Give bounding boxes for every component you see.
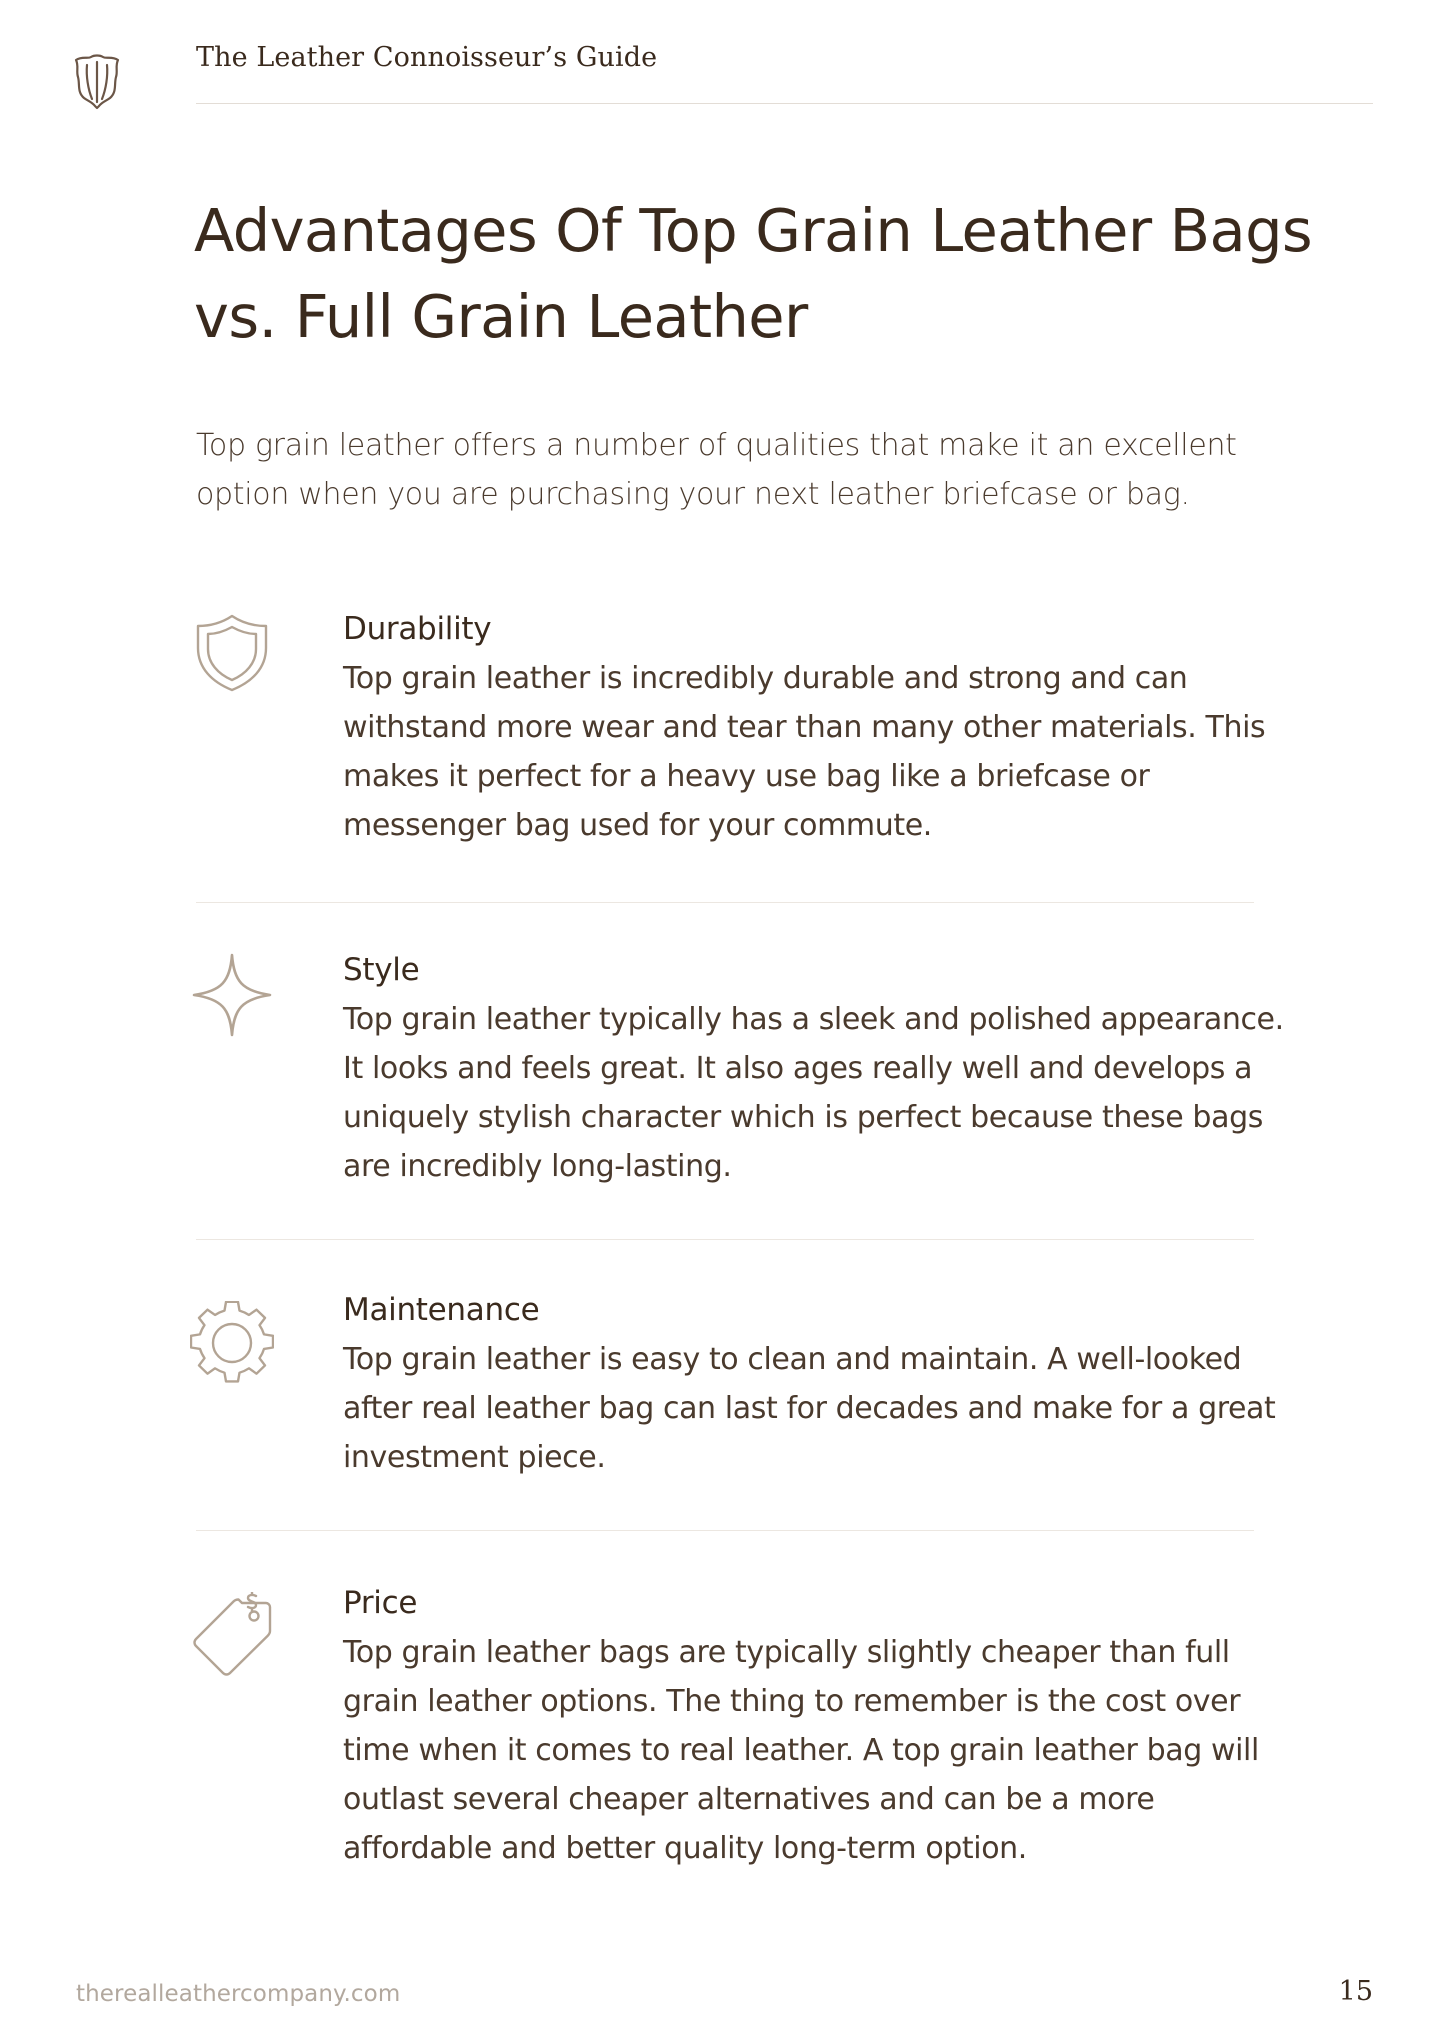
gear-icon <box>190 1301 274 1385</box>
section-divider <box>196 902 1254 903</box>
price-tag-icon <box>190 1592 274 1676</box>
page-title: Advantages Of Top Grain Leather Bags vs. Full Grain Leather <box>194 196 1313 351</box>
section-divider <box>196 1239 1254 1240</box>
guide-title: The Leather Connoisseur’s Guide <box>196 42 658 73</box>
section-body-price: Top grain leather bags are typically slightly cheaper than full grain leather options. The thing to remember is the cost over time when it comes to real leather. A top grain leather bag will outlast several cheaper alternatives and can be a more affordable and better quality long-term option. <box>343 1635 1259 1866</box>
page-number: 15 <box>1338 1976 1373 2007</box>
header-divider <box>196 103 1373 104</box>
shield-icon <box>190 610 274 694</box>
section-body-style: Top grain leather typically has a sleek and polished appearance. It looks and feels great. It also ages really well and develops a uniquely stylish character which is perfect because these bags are incredibly long-lasting. <box>343 1002 1284 1184</box>
section-title-style: Style <box>343 952 420 988</box>
section-title-maintenance: Maintenance <box>343 1292 540 1328</box>
section-title-durability: Durability <box>343 611 492 647</box>
leather-hide-icon <box>68 52 126 110</box>
footer-url: therealleathercompany.com <box>76 1981 401 2007</box>
intro-paragraph: Top grain leather offers a number of qualities that make it an excellent option when you are purchasing your next leather briefcase or bag. <box>196 428 1237 512</box>
section-divider <box>196 1530 1254 1531</box>
section-body-maintenance: Top grain leather is easy to clean and maintain. A well-looked after real leather bag can last for decades and make for a great investment piece. <box>343 1342 1276 1475</box>
section-title-price: Price <box>343 1585 418 1621</box>
sparkle-icon <box>190 953 274 1037</box>
section-body-durability: Top grain leather is incredibly durable and strong and can withstand more wear and tear than many other materials. This makes it perfect for a heavy use bag like a briefcase or messenger bag used for your commute. <box>343 661 1266 843</box>
